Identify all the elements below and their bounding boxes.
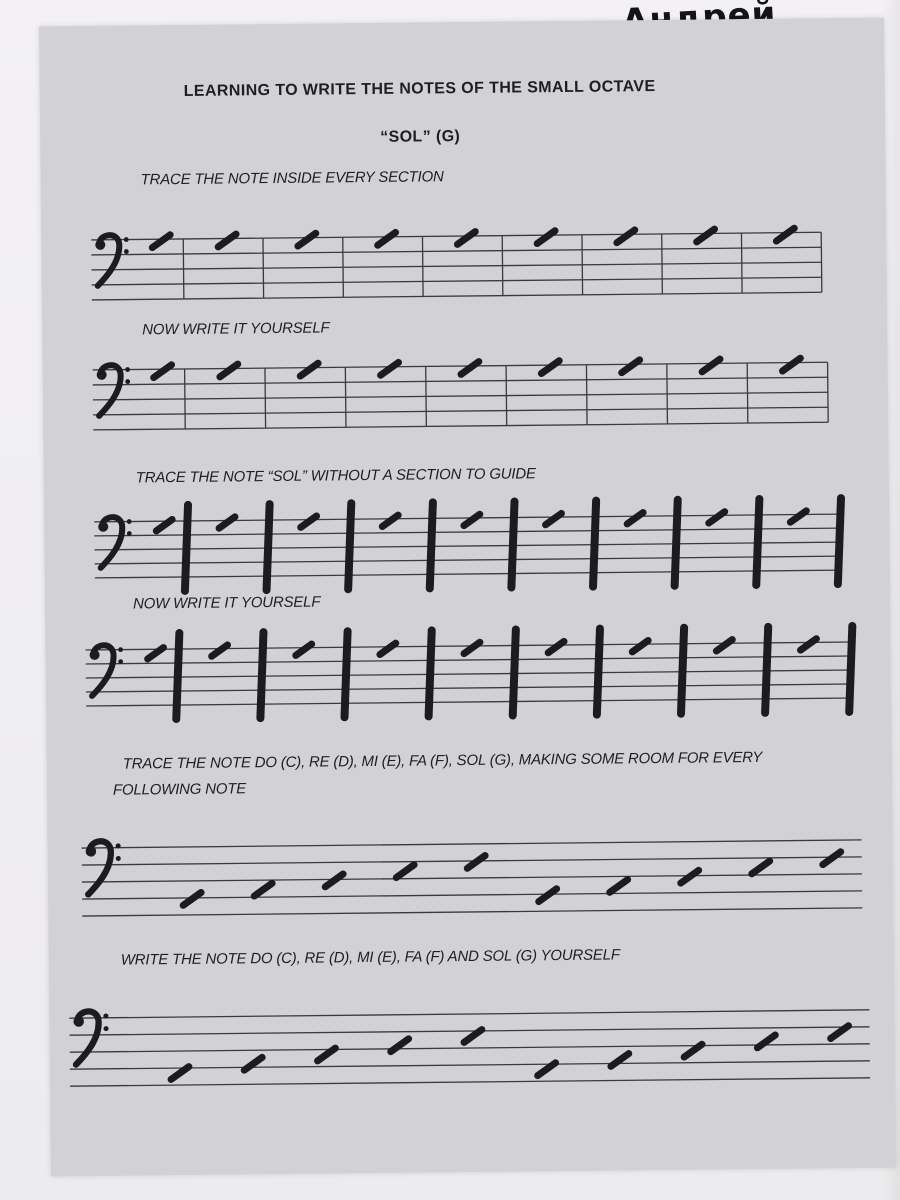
note-head [823, 852, 841, 865]
bass-clef-dot [125, 379, 130, 384]
section-divider [343, 237, 344, 297]
staff-line [94, 542, 839, 550]
note-head [627, 513, 643, 524]
staff-line [95, 570, 840, 578]
note-head [464, 514, 480, 525]
staff-line [86, 670, 851, 678]
section-divider [747, 363, 748, 423]
worksheet-sheet [39, 18, 896, 1177]
section-divider [183, 239, 184, 299]
staff-line [82, 874, 862, 882]
note-head [212, 645, 228, 656]
staff-line [93, 422, 828, 430]
staff-line [92, 292, 822, 300]
note-head [382, 515, 398, 526]
section-divider [586, 365, 587, 425]
exercise-1-staff [91, 214, 822, 302]
note-head [301, 516, 317, 527]
note-head [716, 640, 732, 651]
barline-stroke [511, 502, 516, 588]
note-head [782, 358, 800, 371]
note-head [709, 512, 725, 523]
note-head [537, 231, 555, 244]
note-head [757, 1035, 775, 1048]
exercise-3-instruction: TRACE THE NOTE “SOL” WITHOUT A SECTION TO GUIDE [135, 465, 536, 487]
note-head [632, 641, 648, 652]
section-divider [185, 369, 186, 429]
note-head [298, 233, 316, 246]
barline-stroke [680, 628, 685, 714]
section-divider [345, 367, 346, 427]
bass-clef-dot [127, 519, 132, 524]
barline-stroke [674, 500, 679, 586]
section-divider [506, 366, 507, 426]
note-head [776, 228, 794, 241]
section-divider [741, 233, 742, 293]
note-head [467, 856, 485, 869]
staff-line [86, 684, 851, 692]
staff-line [86, 698, 851, 706]
note-head [380, 362, 398, 375]
exercise-5-staff [81, 814, 862, 932]
bass-clef-dot [118, 647, 123, 652]
note-head [611, 1054, 629, 1067]
note-head [391, 1039, 409, 1052]
note-head [254, 883, 272, 896]
exercise-4-instruction: NOW WRITE IT YOURSELF [132, 593, 321, 613]
staff-line [70, 1027, 870, 1035]
section-divider [263, 238, 264, 298]
bass-clef-dot [124, 249, 129, 254]
note-head [548, 641, 564, 652]
note-head [244, 1057, 262, 1070]
barline-stroke [596, 629, 601, 715]
staff-line [93, 377, 828, 385]
barline-stroke [347, 503, 352, 589]
staff-line [92, 277, 822, 285]
bass-clef-dot [116, 856, 121, 861]
note-head [219, 517, 235, 528]
section-divider [502, 236, 503, 296]
note-head [464, 642, 480, 653]
note-head [218, 234, 236, 247]
barline-stroke [259, 632, 264, 718]
staff-line [86, 656, 851, 664]
note-head [380, 643, 396, 654]
exercise-4-staff [85, 620, 851, 728]
note-head [378, 232, 396, 245]
note-head [154, 365, 172, 378]
bass-clef-dot [104, 1026, 109, 1031]
exercise-6-instruction: WRITE THE NOTE DO (C), RE (D), MI (E), FA (F) AND SOL (G) YOURSELF [120, 946, 620, 969]
note-head [461, 362, 479, 375]
note-head [697, 229, 715, 242]
note-head [325, 874, 343, 887]
exercise-2-instruction: NOW WRITE IT YOURSELF [142, 319, 330, 339]
section-divider [265, 368, 266, 428]
barline-stroke [428, 630, 433, 716]
note-head [681, 870, 699, 883]
section-divider [422, 236, 423, 296]
note-head [300, 363, 318, 376]
barline-stroke [848, 626, 853, 712]
barline-stroke [592, 501, 597, 587]
section-divider [582, 235, 583, 295]
note-head [541, 361, 559, 374]
barline-stroke [512, 629, 517, 715]
note-head [457, 232, 475, 245]
note-head [610, 880, 628, 893]
bass-clef-dot [124, 237, 129, 242]
barline-stroke [344, 631, 349, 717]
note-head [539, 889, 557, 902]
note-head [152, 235, 170, 248]
exercise-2-staff [92, 344, 828, 432]
exercise-1-instruction: TRACE THE NOTE INSIDE EVERY SECTION [140, 168, 444, 189]
exercise-6-staff [69, 984, 870, 1102]
worksheet-subtitle: “SOL” (G) [380, 128, 461, 146]
section-divider [828, 362, 829, 422]
barline-stroke [837, 498, 842, 584]
note-head [622, 360, 640, 373]
barline-stroke [429, 502, 434, 588]
note-head [183, 893, 201, 906]
staff-line [94, 528, 839, 536]
note-head [396, 865, 414, 878]
section-divider [662, 234, 663, 294]
barline-stroke [175, 633, 180, 719]
barline-stroke [266, 504, 271, 590]
staff-line [95, 556, 840, 564]
staff-line [82, 840, 862, 848]
barline-stroke [184, 505, 189, 591]
staff-line [92, 262, 822, 270]
staff-line [70, 1044, 870, 1052]
bass-clef-dot [125, 367, 130, 372]
staff-line [91, 247, 821, 255]
staff-line [93, 392, 828, 400]
note-head [790, 511, 806, 522]
staff-line [70, 1078, 870, 1086]
section-divider [426, 366, 427, 426]
section-divider [821, 232, 822, 292]
note-head [617, 230, 635, 243]
note-head [220, 364, 238, 377]
note-head [296, 644, 312, 655]
note-head [800, 639, 816, 650]
staff-line [69, 1010, 869, 1018]
exercise-3-staff [94, 492, 840, 590]
staff-line [82, 908, 862, 916]
note-head [702, 359, 720, 372]
note-head [545, 513, 561, 524]
barline-stroke [755, 499, 760, 585]
staff-line [93, 407, 828, 415]
worksheet-title: LEARNING TO WRITE THE NOTES OF THE SMALL OCTAVE [183, 78, 656, 100]
exercise-5-instruction-line2: FOLLOWING NOTE [112, 780, 247, 799]
section-divider [667, 364, 668, 424]
exercise-5-instruction: TRACE THE NOTE DO (C), RE (D), MI (E), FA (F), SOL (G), MAKING SOME ROOM FOR EVERY [122, 748, 763, 773]
barline-stroke [764, 627, 769, 713]
note-head [752, 861, 770, 874]
